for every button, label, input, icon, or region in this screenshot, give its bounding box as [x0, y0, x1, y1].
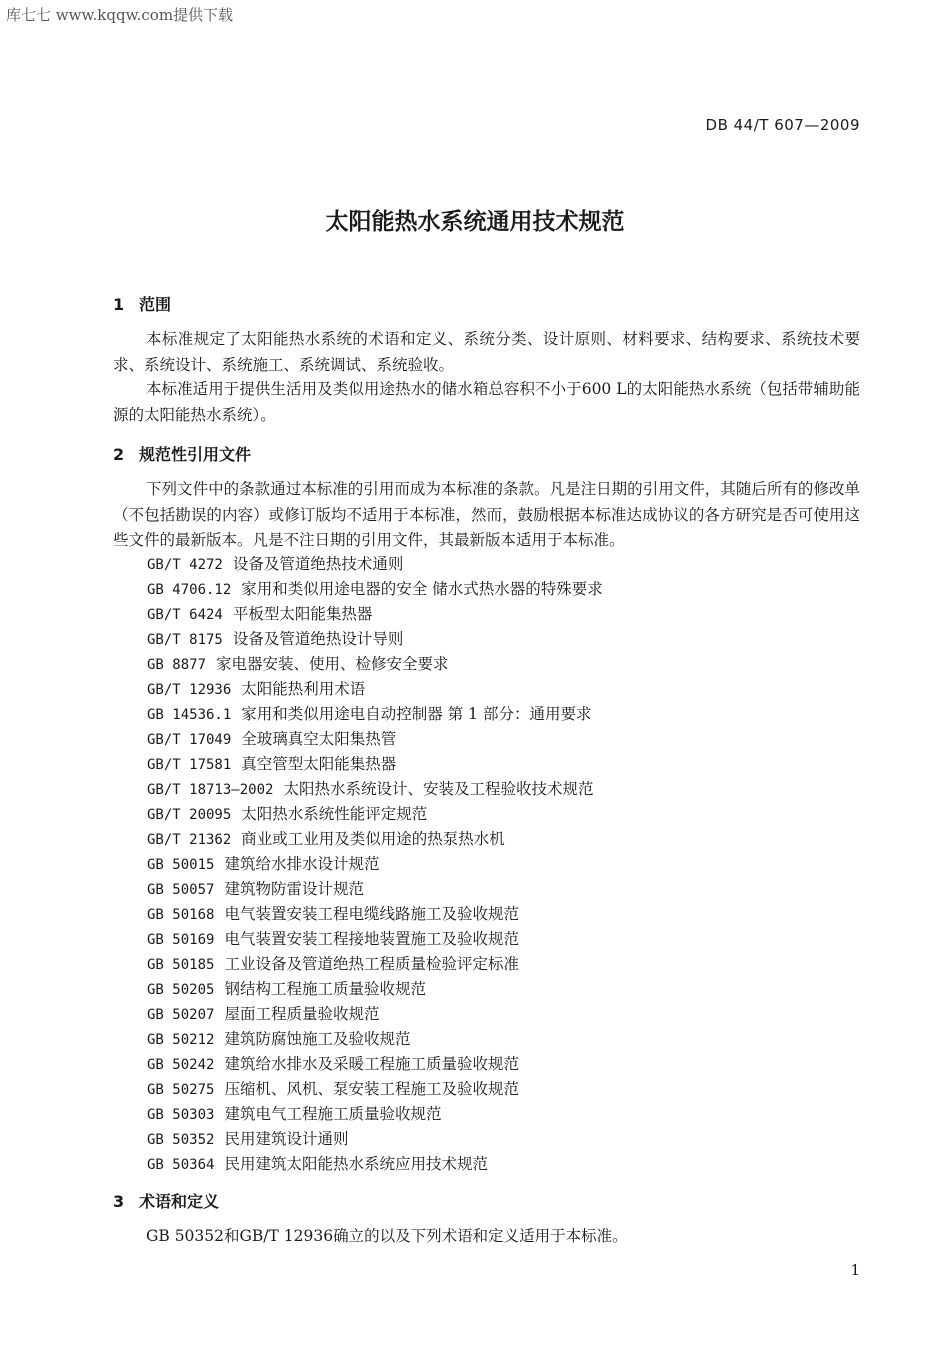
reference-item — [147, 1152, 603, 1177]
reference-title: 建筑物防雷设计规范 — [224, 880, 364, 898]
reference-code: GB 50303 — [147, 1107, 215, 1123]
reference-item — [147, 552, 603, 577]
reference-code: GB 50364 — [147, 1157, 215, 1173]
reference-code: GB/T 20095 — [147, 807, 232, 823]
section-1-number: 1 — [113, 295, 125, 314]
reference-item — [147, 752, 603, 777]
page-number: 1 — [850, 1261, 860, 1279]
section-1-heading — [113, 292, 171, 315]
reference-item — [147, 927, 603, 952]
reference-code: GB/T 18713—2002 — [147, 782, 274, 798]
reference-title: 工业设备及管道绝热工程质量检验评定标准 — [224, 955, 519, 973]
reference-code: GB 14536.1 — [147, 707, 232, 723]
section-3-paragraph-1: GB 50352和GB/T 12936确立的以及下列术语和定义适用于本标准。 — [146, 1227, 628, 1245]
reference-item — [147, 877, 603, 902]
reference-code: GB 50275 — [147, 1082, 215, 1098]
reference-item — [147, 827, 603, 852]
reference-title: 压缩机、风机、泵安装工程施工及验收规范 — [224, 1080, 519, 1098]
reference-code: GB/T 17581 — [147, 757, 232, 773]
reference-code: GB 50185 — [147, 957, 215, 973]
reference-title: 电气装置安装工程接地装置施工及验收规范 — [224, 930, 519, 948]
reference-code: GB/T 4272 — [147, 557, 223, 573]
section-2-title: 规范性引用文件 — [139, 445, 252, 464]
reference-item — [147, 627, 603, 652]
reference-item — [147, 727, 603, 752]
reference-title: 建筑给水排水及采暖工程施工质量验收规范 — [224, 1055, 519, 1073]
reference-code: GB 50242 — [147, 1057, 215, 1073]
standard-code: DB 44/T 607—2009 — [705, 116, 860, 134]
reference-code: GB 50212 — [147, 1032, 215, 1048]
reference-title: 民用建筑太阳能热水系统应用技术规范 — [224, 1155, 488, 1173]
reference-title: 建筑给水排水设计规范 — [224, 855, 380, 873]
reference-item — [147, 1102, 603, 1127]
reference-title: 设备及管道绝热技术通则 — [232, 555, 404, 573]
watermark: 库七七 www.kqqw.com提供下载 — [6, 6, 234, 24]
reference-item — [147, 852, 603, 877]
reference-title: 家用和类似用途电器的安全 储水式热水器的特殊要求 — [241, 580, 603, 598]
reference-item — [147, 602, 603, 627]
reference-title: 商业或工业用及类似用途的热泵热水机 — [241, 830, 505, 848]
reference-title: 真空管型太阳能集热器 — [241, 755, 397, 773]
reference-title: 建筑防腐蚀施工及验收规范 — [224, 1030, 411, 1048]
reference-code: GB 8877 — [147, 657, 207, 673]
reference-code: GB/T 12936 — [147, 682, 232, 698]
section-3-heading — [113, 1189, 219, 1212]
reference-code: GB 50205 — [147, 982, 215, 998]
reference-title: 家电器安装、使用、检修安全要求 — [216, 655, 449, 673]
reference-title: 平板型太阳能集热器 — [232, 605, 373, 623]
reference-code: GB/T 17049 — [147, 732, 232, 748]
reference-title: 钢结构工程施工质量验收规范 — [224, 980, 426, 998]
reference-item — [147, 902, 603, 927]
document-title: 太阳能热水系统通用技术规范 — [325, 209, 625, 235]
reference-item — [147, 677, 603, 702]
reference-item — [147, 802, 603, 827]
reference-code: GB 50207 — [147, 1007, 215, 1023]
reference-item — [147, 952, 603, 977]
section-2-heading — [113, 442, 251, 465]
reference-item — [147, 977, 603, 1002]
section-3-number: 3 — [113, 1192, 125, 1211]
reference-title: 设备及管道绝热设计导则 — [232, 630, 404, 648]
reference-item — [147, 777, 603, 802]
reference-title: 全玻璃真空太阳集热管 — [241, 730, 397, 748]
reference-code: GB 4706.12 — [147, 582, 232, 598]
reference-code: GB 50169 — [147, 932, 215, 948]
reference-title: 太阳热水系统性能评定规范 — [241, 805, 428, 823]
section-2-paragraph-1: 下列文件中的条款通过本标准的引用而成为本标准的条款。凡是注日期的引用文件，其随后所有的修改单（不包括勘误的内容）或修订版均不适用于本标准，然而，鼓励根据本标准达成协议的各方研究是否可使用这些文件的最新版本。凡是不注日期的引用文件，其最新版本适用于本标准。 — [113, 480, 860, 549]
reference-code: GB 50015 — [147, 857, 215, 873]
reference-title: 屋面工程质量验收规范 — [224, 1005, 380, 1023]
section-3-title: 术语和定义 — [139, 1192, 220, 1211]
reference-code: GB/T 21362 — [147, 832, 232, 848]
reference-item — [147, 702, 603, 727]
reference-title: 家用和类似用途电自动控制器 第 1 部分：通用要求 — [241, 705, 592, 723]
reference-list — [147, 552, 603, 1177]
reference-code: GB 50168 — [147, 907, 215, 923]
reference-item — [147, 577, 603, 602]
reference-title: 太阳热水系统设计、安装及工程验收技术规范 — [283, 780, 594, 798]
section-1-paragraph-1: 本标准规定了太阳能热水系统的术语和定义、系统分类、设计原则、材料要求、结构要求、系统技术要求、系统设计、系统施工、系统调试、系统验收。 — [113, 330, 860, 374]
reference-title: 建筑电气工程施工质量验收规范 — [224, 1105, 442, 1123]
section-1-paragraph-2: 本标准适用于提供生活用及类似用途热水的储水箱总容积不小于600 L的太阳能热水系统（包括带辅助能源的太阳能热水系统）。 — [113, 380, 860, 424]
reference-item — [147, 1127, 603, 1152]
reference-title: 太阳能热利用术语 — [241, 680, 366, 698]
reference-item — [147, 1027, 603, 1052]
reference-item — [147, 1077, 603, 1102]
reference-code: GB 50352 — [147, 1132, 215, 1148]
reference-code: GB/T 8175 — [147, 632, 223, 648]
section-2-number: 2 — [113, 445, 125, 464]
reference-title: 电气装置安装工程电缆线路施工及验收规范 — [224, 905, 519, 923]
section-1-title: 范围 — [139, 295, 172, 314]
reference-code: GB 50057 — [147, 882, 215, 898]
reference-title: 民用建筑设计通则 — [224, 1130, 349, 1148]
reference-item — [147, 652, 603, 677]
reference-code: GB/T 6424 — [147, 607, 223, 623]
reference-item — [147, 1002, 603, 1027]
reference-item — [147, 1052, 603, 1077]
